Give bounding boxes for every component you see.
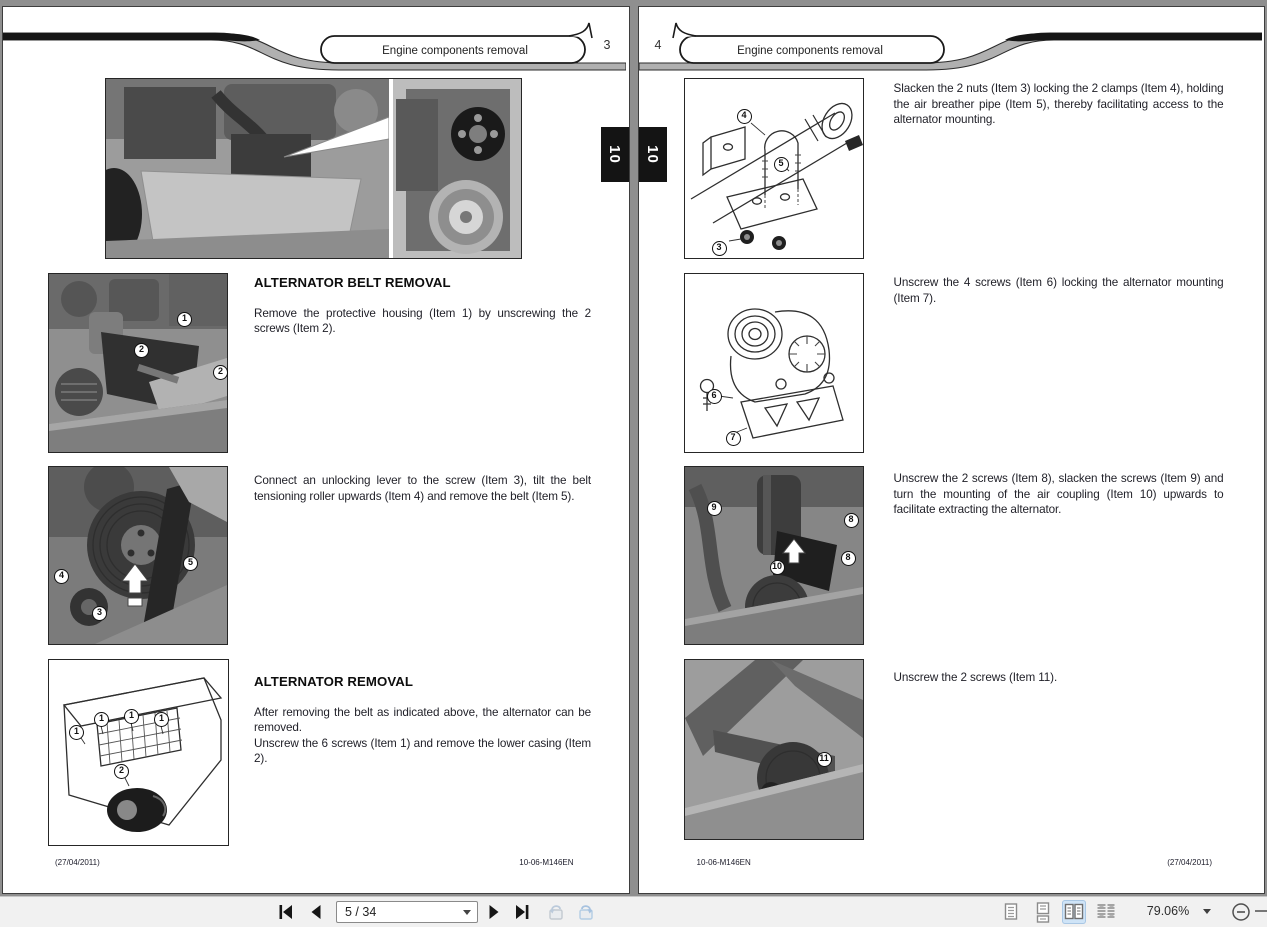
callout-badge: 1: [154, 712, 169, 727]
body-paragraph: After removing the belt as indicated above, the alternator can be removed.: [254, 705, 591, 735]
page-header-banner: [3, 7, 626, 73]
footer-doc-code: 10-06-M146EN: [696, 858, 751, 867]
page-left: [2, 6, 630, 894]
section-step1: [894, 81, 1224, 128]
page-number: 4: [654, 38, 661, 52]
body-paragraph: Unscrew the 6 screws (Item 1) and remove the lower casing (Item 2).: [254, 736, 591, 766]
body-paragraph: Remove the protective housing (Item 1) by unscrewing the 2 screws (Item 2).: [254, 306, 591, 336]
section-step3: [894, 471, 1224, 518]
section-belt-removal: [254, 274, 591, 337]
callout-badge: 2: [213, 365, 228, 380]
callout-badge: 4: [54, 569, 69, 584]
zoom-options-caret-icon[interactable]: [1203, 909, 1211, 914]
next-view-icon: [575, 902, 599, 922]
callout-badge: 4: [737, 109, 752, 124]
two-page-continuous-view-button[interactable]: [1094, 900, 1118, 924]
manual-spread: [2, 6, 1265, 894]
previous-view-button[interactable]: [543, 900, 567, 924]
callout-badge: 5: [774, 157, 789, 172]
figure-protective-housing-photo: [48, 273, 228, 453]
body-paragraph: Unscrew the 2 screws (Item 8), slacken the screws (Item 9) and turn the mounting of the air coupling (Item 10) upwards to facilitate extracting the alternator.: [893, 472, 1224, 517]
first-page-icon: [276, 902, 296, 922]
zoom-out-icon: [1230, 901, 1252, 923]
section-step2: [894, 275, 1224, 306]
single-page-view-icon: [1000, 901, 1022, 923]
last-page-icon: [512, 902, 532, 922]
figure-lower-casing-drawing: [48, 659, 229, 846]
first-page-button[interactable]: [274, 900, 298, 924]
body-paragraph: Unscrew the 2 screws (Item 11).: [893, 671, 1058, 684]
single-page-view-button[interactable]: [999, 900, 1023, 924]
two-page-continuous-view-icon: [1095, 901, 1117, 923]
chapter-tab-label: 10: [644, 145, 661, 164]
viewer-toolbar: [0, 896, 1267, 927]
footer-date: (27/04/2011): [1167, 858, 1212, 867]
page-number-input[interactable]: [337, 902, 463, 922]
previous-page-icon: [306, 902, 326, 922]
footer-date: (27/04/2011): [55, 858, 100, 867]
previous-view-icon: [543, 902, 567, 922]
body-paragraph: Unscrew the 4 screws (Item 6) locking the alternator mounting (Item 7).: [893, 276, 1224, 305]
callout-badge: 1: [177, 312, 192, 327]
last-page-button[interactable]: [510, 900, 534, 924]
section-step4: [894, 670, 1224, 686]
callout-badge: 2: [114, 764, 129, 779]
zoom-level-value[interactable]: 79.06%: [1146, 904, 1190, 918]
page-right: [638, 6, 1266, 894]
callout-badge: 8: [841, 551, 856, 566]
continuous-view-icon: [1032, 901, 1054, 923]
figure-engine-overview-photo: [105, 78, 522, 259]
figure-alternator-mounting-drawing: [684, 273, 864, 453]
section-heading: ALTERNATOR BELT REMOVAL: [254, 275, 451, 290]
callout-badge: 3: [712, 241, 727, 256]
zoom-slider-track[interactable]: [1255, 910, 1267, 912]
section-alternator-removal: [254, 673, 591, 767]
page-header-title: Engine components removal: [382, 45, 528, 57]
figure-breather-clamp-drawing: [684, 78, 864, 259]
page-dropdown-caret-icon[interactable]: [463, 910, 471, 915]
chapter-tab: [639, 127, 667, 182]
chapter-tab: [601, 127, 629, 182]
callout-badge: 11: [817, 752, 832, 767]
callout-badge: 10: [770, 560, 785, 575]
figure-belt-tensioner-photo: [48, 466, 228, 645]
continuous-view-button[interactable]: [1031, 900, 1055, 924]
two-page-view-button[interactable]: [1062, 900, 1086, 924]
zoom-out-button[interactable]: [1229, 900, 1253, 924]
section-heading: ALTERNATOR REMOVAL: [254, 674, 414, 689]
callout-badge: 9: [707, 501, 722, 516]
callout-badge: 8: [844, 513, 859, 528]
section-belt-step2: [254, 473, 591, 504]
body-paragraph: Connect an unlocking lever to the screw (Item 3), tilt the belt tensioning roller upwards (Item 4) and remove the belt (Item 5).: [254, 474, 591, 503]
callout-badge: 6: [707, 389, 722, 404]
next-page-button[interactable]: [482, 900, 506, 924]
figure-screws-photo: [684, 659, 864, 840]
figure-air-coupling-photo: [684, 466, 864, 645]
callout-badge: 1: [94, 712, 109, 727]
page-header-banner: [639, 7, 1262, 73]
next-view-button[interactable]: [575, 900, 599, 924]
chapter-tab-label: 10: [606, 145, 623, 164]
callout-badge: 1: [69, 725, 84, 740]
page-number-field[interactable]: [336, 901, 478, 923]
next-page-icon: [484, 902, 504, 922]
footer-doc-code: 10-06-M146EN: [519, 858, 574, 867]
page-header-title: Engine components removal: [736, 45, 883, 57]
callout-badge: 5: [183, 556, 198, 571]
two-page-view-icon: [1063, 901, 1085, 923]
callout-badge: 7: [726, 431, 741, 446]
callout-badge: 1: [124, 709, 139, 724]
page-number: 3: [603, 38, 611, 52]
body-paragraph: Slacken the 2 nuts (Item 3) locking the 2 clamps (Item 4), holding the air breather pipe (Item 5), thereby facilitating access to the alternator mounting.: [893, 82, 1224, 127]
previous-page-button[interactable]: [304, 900, 328, 924]
callout-badge: 2: [134, 343, 149, 358]
callout-badge: 3: [92, 606, 107, 621]
